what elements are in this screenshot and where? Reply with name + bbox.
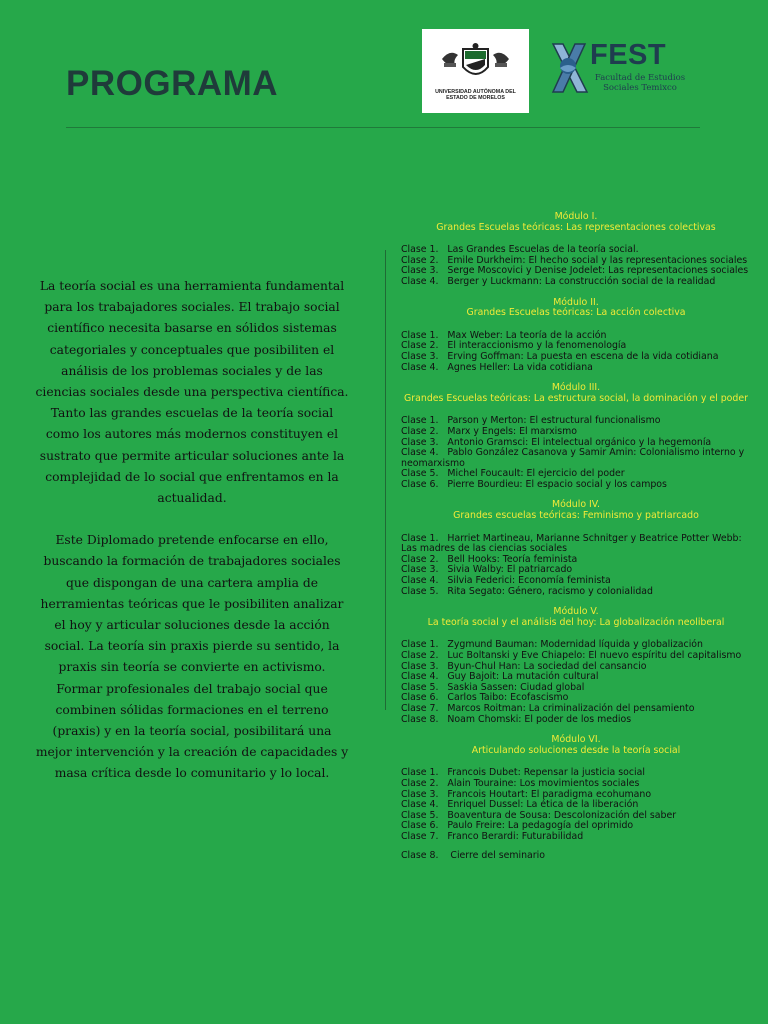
uaem-name-line2: ESTADO DE MORELOS <box>446 95 505 101</box>
class-item: Clase 1. Francois Dubet: Repensar la justicia social <box>401 767 645 779</box>
program-list <box>401 212 751 871</box>
class-item: Clase 8. Cierre del seminario <box>401 849 545 861</box>
class-item: Clase 6. Carlos Taibo: Ecofascismo <box>401 692 569 704</box>
page-title: PROGRAMA <box>66 64 279 103</box>
module-subtitle: Grandes Escuelas teóricas: La estructura social, la dominación y el poder <box>404 392 748 404</box>
class-item: Clase 5. Rita Segato: Género, racismo y colonialidad <box>401 585 653 597</box>
uaem-name-line1: UNIVERSIDAD AUTÓNOMA DEL <box>435 89 516 95</box>
class-item: Clase 2. Marx y Engels: El marxismo <box>401 425 578 437</box>
fest-x-emblem-icon <box>550 40 590 98</box>
module-heading <box>401 500 751 521</box>
header-divider <box>66 127 700 128</box>
class-item: Clase 1. Zygmund Bauman: Modernidad líquida y globalización <box>401 639 703 651</box>
module-label: Módulo VI. <box>551 734 601 746</box>
module-heading <box>401 735 751 756</box>
class-item: Clase 3. Antonio Gramsci: El intelectual orgánico y la hegemonía <box>401 436 712 448</box>
class-item: Clase 2. Alain Touraine: Los movimientos sociales <box>401 777 640 789</box>
module-label: Módulo III. <box>551 382 601 394</box>
class-item: Clase 6. Pierre Bourdieu: El espacio social y los campos <box>401 478 667 490</box>
class-item: Clase 2. Luc Boltanski y Eve Chiapelo: El nuevo espíritu del capitalismo <box>401 650 742 661</box>
column-divider <box>385 250 386 710</box>
module-label: Módulo I. <box>554 211 598 222</box>
class-item: Clase 7. Franco Berardi: Futurabilidad <box>401 830 584 842</box>
fest-subtitle-line2: Sociales Temixco <box>603 83 677 93</box>
class-item: Clase 4. Silvia Federici: Economía feminista <box>401 575 611 587</box>
module-block <box>401 735 751 861</box>
class-item: Clase 1. Las Grandes Escuelas de la teoría social. <box>401 244 639 256</box>
module-label: Módulo II. <box>553 296 599 308</box>
class-item: Clase 4. Enriquel Dussel: La ética de la liberación <box>401 799 639 811</box>
class-item: Clase 3. Sivia Walby: El patriarcado <box>401 564 573 576</box>
module-heading <box>401 383 751 404</box>
module-subtitle: Grandes Escuelas teóricas: La acción colectiva <box>466 307 686 319</box>
module-block <box>401 383 751 490</box>
class-item: Clase 2. Bell Hooks: Teoría feminista <box>401 553 578 565</box>
class-item: Clase 5. Saskia Sassen: Ciudad global <box>401 681 585 693</box>
module-block <box>401 212 751 288</box>
class-item: Clase 4. Guy Bajoit: La mutación cultural <box>401 671 599 683</box>
fest-subtitle-line1: Facultad de Estudios <box>594 73 686 83</box>
module-heading <box>401 298 751 319</box>
uaem-emblem-icon <box>422 29 529 89</box>
class-item: Clase 4. Berger y Luckmann: La construcción social de la realidad <box>401 275 716 287</box>
class-item: Clase 2. El interaccionismo y la fenomenología <box>401 340 627 352</box>
class-item: Clase 3. Byun-Chul Han: La sociedad del cansancio <box>401 660 647 672</box>
intro-paragraph-2: Este Diplomado pretende enfocarse en ello, buscando la formación de trabajadores sociales que dispongan de una cartera amplia de herramientas teóricas que le posibiliten analizar el hoy y articular soluciones desde la acción social. La teoría sin praxis pierde su sentido, la praxis sin teoría se convierte en activismo. Formar profesionales del trabajo social que combinen sólidas formaciones en el terreno (praxis) y en la teoría social, posibilitará una mejor intervención y la creación de capacidades y masa crítica desde lo comunitario y lo local. <box>35 533 349 781</box>
module-label: Módulo V. <box>553 606 599 618</box>
class-item: Clase 1. Max Weber: La teoría de la acción <box>401 329 607 341</box>
module-subtitle: La teoría social y el análisis del hoy: La globalización neoliberal <box>427 616 725 628</box>
fest-logo <box>550 40 690 100</box>
fest-name: FEST <box>590 39 667 71</box>
module-block <box>401 607 751 725</box>
uaem-logo <box>422 29 529 113</box>
class-item: Clase 5. Michel Foucault: El ejercicio del poder <box>401 468 625 480</box>
class-item: Clase 3. Francois Houtart: El paradigma ecohumano <box>401 788 652 800</box>
module-heading <box>401 212 751 233</box>
module-subtitle: Articulando soluciones desde la teoría social <box>471 744 681 756</box>
intro-text <box>34 276 350 785</box>
module-heading <box>401 607 751 628</box>
class-item: Clase 1. Parson y Merton: El estructural funcionalismo <box>401 415 661 427</box>
class-item: Clase 5. Boaventura de Sousa: Descolonización del saber <box>401 809 677 821</box>
module-subtitle: Grandes escuelas teóricas: Feminismo y patriarcado <box>453 510 699 522</box>
module-label: Módulo IV. <box>552 499 600 511</box>
class-item: Clase 1. Harriet Martineau, Marianne Schnitger y Beatrice Potter Webb: Las madres de las ciencias sociales <box>401 532 745 555</box>
module-block <box>401 298 751 374</box>
class-item: Clase 6. Paulo Freire: La pedagogía del oprimido <box>401 820 634 832</box>
module-block <box>401 500 751 597</box>
intro-paragraph-1: La teoría social es una herramienta fundamental para los trabajadores sociales. El trabajo social científico necesita basarse en sólidos sistemas categoriales y conceptuales que posibiliten el análisis de los problemas sociales y de las ciencias sociales desde una perspectiva científica. Tanto las grandes escuelas de la teoría social como los autores más modernos constituyen el sustrato que permite articular soluciones ante la complejidad de lo social que enfrentamos en la actualidad. <box>35 279 349 506</box>
class-item: Clase 7. Marcos Roitman: La criminalización del pensamiento <box>401 702 695 714</box>
class-item: Clase 4. Agnes Heller: La vida cotidiana <box>401 361 593 373</box>
class-item: Clase 2. Emile Durkheim: El hecho social y las representaciones sociales <box>401 254 748 266</box>
class-item: Clase 4. Pablo González Casanova y Samir Amin: Colonialismo interno y neomarxismo <box>401 447 748 469</box>
class-item: Clase 8. Noam Chomski: El poder de los medios <box>401 713 632 725</box>
class-item: Clase 3. Erving Goffman: La puesta en escena de la vida cotidiana <box>401 350 719 362</box>
class-item: Clase 3. Serge Moscovici y Denise Jodelet: Las representaciones sociales <box>401 265 749 277</box>
module-subtitle: Grandes Escuelas teóricas: Las representaciones colectivas <box>436 221 716 233</box>
